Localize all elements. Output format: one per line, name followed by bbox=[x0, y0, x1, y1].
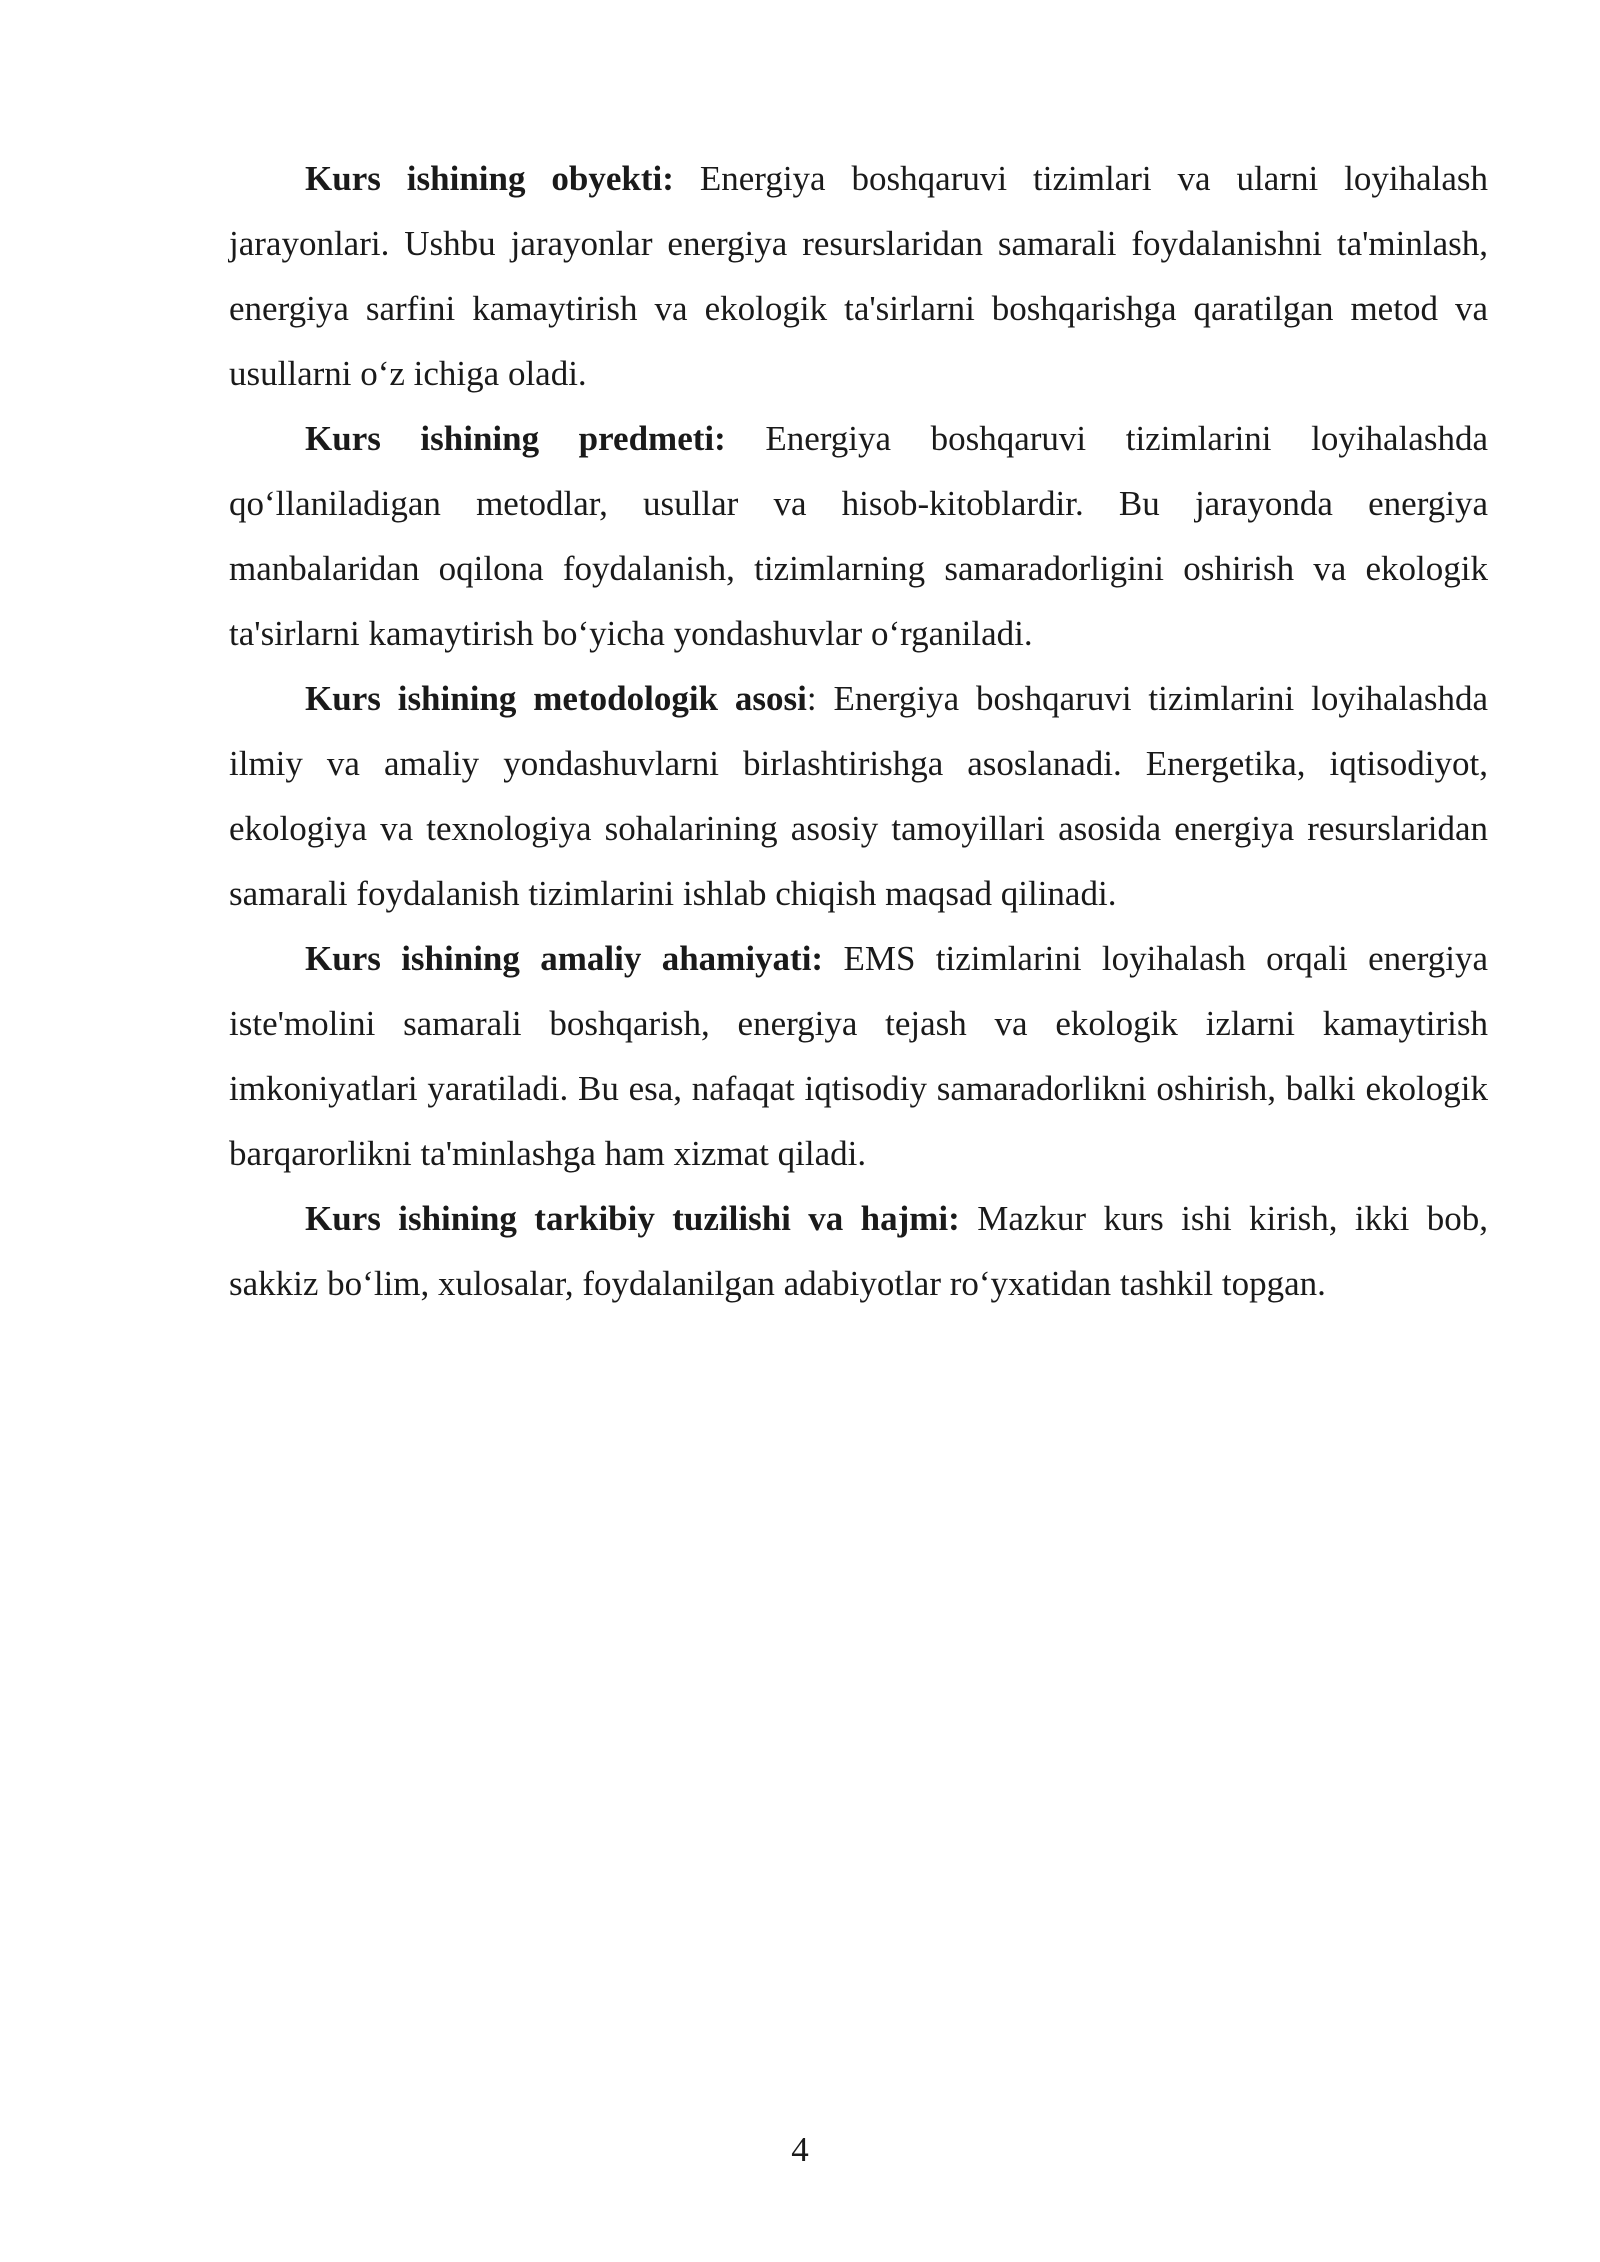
paragraph-heading: Kurs ishining amaliy ahamiyati: bbox=[305, 939, 824, 978]
paragraph-heading: Kurs ishining tarkibiy tuzilishi va hajmi: bbox=[305, 1199, 960, 1238]
paragraph-metodologik-asosi bbox=[229, 666, 1488, 926]
page-body bbox=[229, 146, 1488, 1316]
paragraph-heading: Kurs ishining predmeti: bbox=[305, 419, 726, 458]
paragraph-predmeti bbox=[229, 406, 1488, 666]
heading-separator: : bbox=[806, 679, 817, 718]
paragraph-obyekti bbox=[229, 146, 1488, 406]
paragraph-text: Energiya boshqaruvi tizimlarini loyihalashda qo‘llaniladigan metodlar, usullar va hisob-kitoblardir. Bu jarayonda energiya manbalaridan oqilona foydalanish, tizimlarning samaradorligini oshirish va ekologik ta'sirlarni kamaytirish bo‘yicha yondashuvlar o‘rganiladi. bbox=[229, 419, 1488, 653]
paragraph-text: Energiya boshqaruvi tizimlari va ularni loyihalash jarayonlari. Ushbu jarayonlar energiya resurslaridan samarali foydalanishni ta'minlash, energiya sarfini kamaytirish va ekologik ta'sirlarni boshqarishga qaratilgan metod va usullarni o‘z ichiga oladi. bbox=[229, 159, 1488, 393]
paragraph-text: Mazkur kurs ishi kirish, ikki bob, sakkiz bo‘lim, xulosalar, foydalanilgan adabiyotlar ro‘yxatidan tashkil topgan. bbox=[229, 1199, 1488, 1303]
paragraph-tarkibiy-tuzilishi bbox=[229, 1186, 1488, 1316]
page-number: 4 bbox=[791, 2130, 809, 2169]
paragraph-amaliy-ahamiyati bbox=[229, 926, 1488, 1186]
paragraph-heading: Kurs ishining obyekti: bbox=[305, 159, 674, 198]
paragraph-text: EMS tizimlarini loyihalash orqali energiya iste'molini samarali boshqarish, energiya tejash va ekologik izlarni kamaytirish imkoniyatlari yaratiladi. Bu esa, nafaqat iqtisodiy samaradorlikni oshirish, balki ekologik barqarorlikni ta'minlashga ham xizmat qiladi. bbox=[229, 939, 1488, 1173]
paragraph-heading: Kurs ishining metodologik asosi bbox=[305, 679, 807, 718]
paragraph-text: Energiya boshqaruvi tizimlarini loyihalashda ilmiy va amaliy yondashuvlarni birlashtirishga asoslanadi. Energetika, iqtisodiyot, ekologiya va texnologiya sohalarining asosiy tamoyillari asosida energiya resurslaridan samarali foydalanish tizimlarini ishlab chiqish maqsad qilinadi. bbox=[229, 679, 1488, 913]
